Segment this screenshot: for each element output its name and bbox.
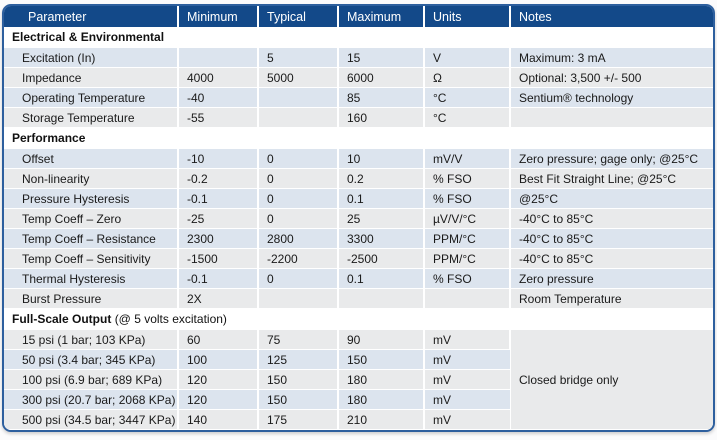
table-row — [4, 229, 713, 249]
column-header-typical: Typical — [258, 6, 338, 27]
cell-units: mV — [424, 330, 510, 350]
cell-typical: 0 — [258, 169, 338, 189]
cell-parameter: Temp Coeff – Zero — [4, 209, 178, 229]
cell-units: mV — [424, 390, 510, 410]
cell-minimum: 120 — [178, 390, 258, 410]
cell-minimum: -55 — [178, 108, 258, 128]
cell-typical: 0 — [258, 149, 338, 169]
cell-maximum: 180 — [338, 370, 424, 390]
cell-parameter: Operating Temperature — [4, 88, 178, 108]
table-row — [4, 88, 713, 108]
cell-units: % FSO — [424, 189, 510, 209]
cell-notes-merged: Closed bridge only — [510, 330, 713, 430]
column-header-units: Units — [424, 6, 510, 27]
cell-typical — [258, 289, 338, 309]
cell-notes: Maximum: 3 mA — [510, 48, 713, 68]
cell-typical: -2200 — [258, 249, 338, 269]
section-header-row — [4, 309, 713, 330]
section-title: Electrical & Environmental — [12, 30, 165, 44]
cell-notes: Optional: 3,500 +/- 500 — [510, 68, 713, 88]
cell-notes: Best Fit Straight Line; @25°C — [510, 169, 713, 189]
cell-units: mV/V — [424, 149, 510, 169]
cell-maximum: 10 — [338, 149, 424, 169]
spec-table-card — [2, 4, 715, 432]
spec-table — [4, 6, 713, 430]
cell-parameter: Excitation (In) — [4, 48, 178, 68]
cell-minimum: -10 — [178, 149, 258, 169]
cell-typical: 125 — [258, 350, 338, 370]
cell-maximum: 210 — [338, 410, 424, 430]
cell-typical: 175 — [258, 410, 338, 430]
cell-parameter: Temp Coeff – Sensitivity — [4, 249, 178, 269]
cell-notes: Sentium® technology — [510, 88, 713, 108]
table-row — [4, 169, 713, 189]
table-row — [4, 149, 713, 169]
cell-minimum: -0.1 — [178, 189, 258, 209]
table-row — [4, 68, 713, 88]
cell-minimum: -0.1 — [178, 269, 258, 289]
cell-notes: Zero pressure; gage only; @25°C — [510, 149, 713, 169]
cell-units: mV — [424, 410, 510, 430]
cell-units — [424, 289, 510, 309]
cell-notes: Zero pressure — [510, 269, 713, 289]
cell-units: PPM/°C — [424, 249, 510, 269]
cell-parameter: Non-linearity — [4, 169, 178, 189]
cell-minimum: 100 — [178, 350, 258, 370]
column-header-minimum: Minimum — [178, 6, 258, 27]
table-row — [4, 209, 713, 229]
column-header-maximum: Maximum — [338, 6, 424, 27]
cell-typical: 0 — [258, 269, 338, 289]
cell-parameter: Thermal Hysteresis — [4, 269, 178, 289]
table-row — [4, 189, 713, 209]
cell-notes: -40°C to 85°C — [510, 229, 713, 249]
cell-notes: -40°C to 85°C — [510, 249, 713, 269]
cell-parameter: 15 psi (1 bar; 103 KPa) — [4, 330, 178, 350]
cell-units: Ω — [424, 68, 510, 88]
cell-minimum: 140 — [178, 410, 258, 430]
cell-maximum: 150 — [338, 350, 424, 370]
table-row — [4, 289, 713, 309]
cell-minimum: 120 — [178, 370, 258, 390]
cell-maximum: 25 — [338, 209, 424, 229]
cell-parameter: Storage Temperature — [4, 108, 178, 128]
cell-parameter: Pressure Hysteresis — [4, 189, 178, 209]
cell-maximum: 0.1 — [338, 189, 424, 209]
cell-maximum: 85 — [338, 88, 424, 108]
cell-typical — [258, 108, 338, 128]
cell-units: µV/V/°C — [424, 209, 510, 229]
cell-parameter: Burst Pressure — [4, 289, 178, 309]
cell-typical — [258, 88, 338, 108]
section-header-row — [4, 128, 713, 149]
cell-maximum: 15 — [338, 48, 424, 68]
cell-units: °C — [424, 88, 510, 108]
section-title: Performance — [12, 131, 86, 145]
cell-units: PPM/°C — [424, 229, 510, 249]
cell-parameter: 100 psi (6.9 bar; 689 KPa) — [4, 370, 178, 390]
cell-parameter: Temp Coeff – Resistance — [4, 229, 178, 249]
cell-minimum: -40 — [178, 88, 258, 108]
cell-parameter: Offset — [4, 149, 178, 169]
header-row — [4, 6, 713, 27]
cell-maximum: 0.1 — [338, 269, 424, 289]
cell-maximum: 90 — [338, 330, 424, 350]
cell-minimum: -0.2 — [178, 169, 258, 189]
cell-minimum: -25 — [178, 209, 258, 229]
table-row — [4, 249, 713, 269]
column-header-parameter: Parameter — [4, 6, 178, 27]
cell-parameter: 500 psi (34.5 bar; 3447 KPa) — [4, 410, 178, 430]
cell-typical: 0 — [258, 209, 338, 229]
cell-maximum: 6000 — [338, 68, 424, 88]
section-header-row — [4, 27, 713, 48]
cell-minimum: -1500 — [178, 249, 258, 269]
cell-minimum: 4000 — [178, 68, 258, 88]
section-subtitle: (@ 5 volts excitation) — [114, 312, 227, 326]
cell-units: % FSO — [424, 169, 510, 189]
cell-maximum: 160 — [338, 108, 424, 128]
table-row — [4, 330, 713, 350]
section-title: Full-Scale Output — [12, 312, 112, 326]
cell-maximum: 3300 — [338, 229, 424, 249]
cell-typical: 150 — [258, 370, 338, 390]
cell-notes: -40°C to 85°C — [510, 209, 713, 229]
cell-notes: @25°C — [510, 189, 713, 209]
table-row — [4, 269, 713, 289]
cell-parameter: Impedance — [4, 68, 178, 88]
cell-notes: Room Temperature — [510, 289, 713, 309]
cell-units: % FSO — [424, 269, 510, 289]
table-row — [4, 48, 713, 68]
cell-typical: 75 — [258, 330, 338, 350]
cell-units: °C — [424, 108, 510, 128]
cell-typical: 150 — [258, 390, 338, 410]
cell-units: mV — [424, 370, 510, 390]
cell-maximum: 0.2 — [338, 169, 424, 189]
cell-typical: 2800 — [258, 229, 338, 249]
cell-minimum: 2X — [178, 289, 258, 309]
cell-notes — [510, 108, 713, 128]
cell-typical: 5000 — [258, 68, 338, 88]
table-row — [4, 108, 713, 128]
cell-parameter: 300 psi (20.7 bar; 2068 KPa) — [4, 390, 178, 410]
cell-parameter: 50 psi (3.4 bar; 345 KPa) — [4, 350, 178, 370]
cell-units: V — [424, 48, 510, 68]
cell-units: mV — [424, 350, 510, 370]
cell-maximum: -2500 — [338, 249, 424, 269]
cell-maximum — [338, 289, 424, 309]
cell-minimum: 60 — [178, 330, 258, 350]
cell-typical: 0 — [258, 189, 338, 209]
cell-minimum: 2300 — [178, 229, 258, 249]
column-header-notes: Notes — [510, 6, 713, 27]
cell-maximum: 180 — [338, 390, 424, 410]
cell-minimum — [178, 48, 258, 68]
cell-typical: 5 — [258, 48, 338, 68]
